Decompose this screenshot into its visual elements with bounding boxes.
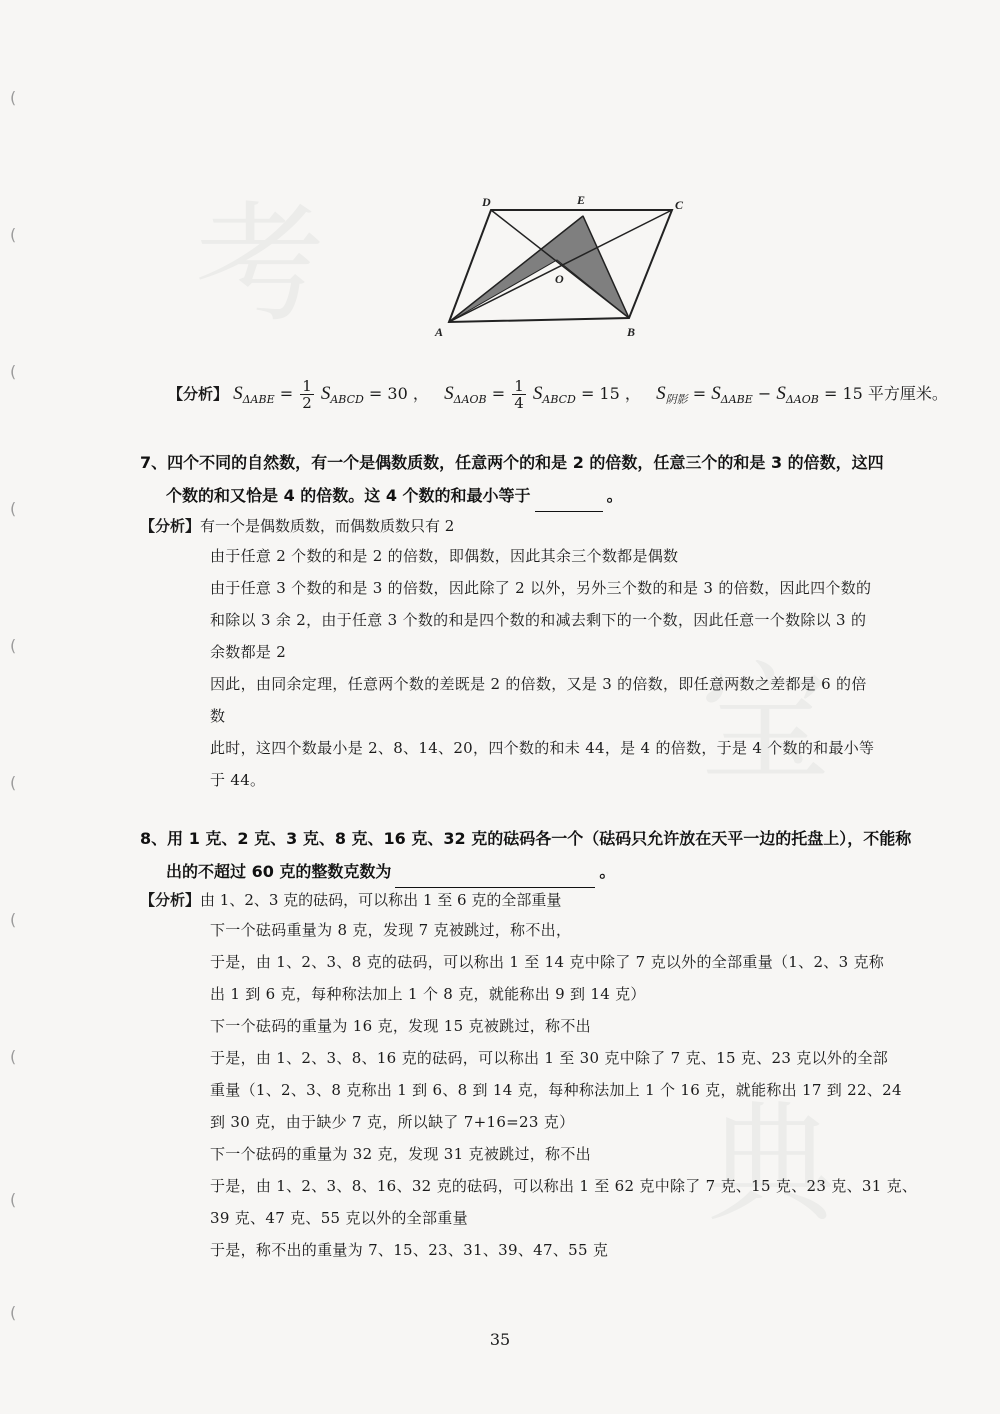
margin-mark: ( [10,773,17,792]
diagonal-db [491,210,629,318]
equation-result: = 30 ， [368,384,429,403]
label-b: B [627,325,636,339]
analysis-line: 数 [210,707,226,725]
fraction-half [300,378,314,411]
equals-sign: = [279,384,294,403]
analysis-line: 于是，称不出的重量为 7、15、23、31、39、47、55 克 [210,1241,609,1259]
analysis-line: 重量（1、2、3、8 克称出 1 到 6、8 到 14 克，每种称法加上 1 个 16 克，就能称出 17 到 22、24 [210,1081,902,1099]
parallelogram-figure [420,188,700,348]
q8-title-line-2: 出的不超过 60 克的整数克数为 [166,862,392,881]
analysis-line: 39 克、47 克、55 克以外的全部重量 [210,1209,468,1227]
equals-sign: = [491,384,506,403]
subscript: ΔABE [720,393,753,407]
q6-analysis [168,377,948,415]
area-symbol: S [656,383,666,404]
area-symbol: S [320,383,331,404]
analysis-line: 到 30 克，由于缺少 7 克，所以缺了 7+16=23 克） [210,1113,575,1131]
analysis-label: 【分析】 [140,517,201,535]
label-o: O [555,272,564,286]
q8-analysis-head [140,886,561,914]
watermark-char: 宝 [700,648,831,800]
area-symbol: S [776,383,786,404]
watermark-char: 典 [705,1088,836,1240]
equals-sign: = [692,384,707,403]
subscript: ABCD [330,393,364,407]
q7-analysis-body [210,540,930,796]
area-symbol: S [233,383,243,404]
q7-title-end: 。 [606,486,623,505]
margin-mark: ( [10,362,17,381]
margin-mark: ( [10,1047,17,1066]
analysis-line: 和除以 3 余 2，由于任意 3 个数的和是四个数的和减去剩下的一个数，因此任意一个数除以 3 的 [210,611,867,629]
q8-title-end: 。 [599,862,616,881]
analysis-line: 于是，由 1、2、3、8 克的砝码，可以称出 1 至 14 克中除了 7 克以外的全部重量（1、2、3 克称 [210,953,885,971]
minus-sign: − [757,384,772,403]
shaded-region [449,216,629,322]
analysis-line: 由于任意 2 个数的和是 2 的倍数，即偶数，因此其余三个数都是偶数 [210,547,679,565]
area-symbol: S [444,383,454,404]
q7-title-line-1: 7、四个不同的自然数，有一个是偶数质数，任意两个的和是 2 的倍数，任意三个的和是 3 的倍数，这四 [140,453,884,472]
fraction-quarter [512,378,526,411]
q7-title [140,446,930,512]
page-number: 35 [489,1330,511,1349]
watermark-char: 考 [195,188,326,340]
q8-title-line-1: 8、用 1 克、2 克、3 克、8 克、16 克、32 克的砝码各一个（砝码只允许放在天平一边的托盘上），不能称 [140,829,912,848]
analysis-label: 【分析】 [168,385,229,403]
label-a: A [435,325,444,339]
fraction-denominator: 2 [302,394,312,412]
margin-mark: ( [10,910,17,929]
analysis-line: 于是，由 1、2、3、8、16、32 克的砝码，可以称出 1 至 62 克中除了 7 克、15 克、23 克、31 克、 [210,1177,918,1195]
fraction-numerator: 1 [514,377,524,395]
analysis-line: 于是，由 1、2、3、8、16 克的砝码，可以称出 1 至 30 克中除了 7 克、15 克、23 克以外的全部 [210,1049,889,1067]
margin-mark: ( [10,499,17,518]
label-e: E [577,193,586,207]
analysis-line: 此时，这四个数最小是 2、8、14、20，四个数的和未 44，是 4 的倍数，于是 4 个数的和最小等 [210,739,875,757]
q7-title-line-2: 个数的和又恰是 4 的倍数。这 4 个数的和最小等于 [166,486,531,505]
fraction-denominator: 4 [514,394,524,412]
equation-result: = 15 平方厘米。 [823,384,948,403]
fraction-numerator: 1 [302,377,312,395]
margin-mark: ( [10,636,17,655]
area-symbol: S [711,383,721,404]
subscript: ΔABE [242,393,275,407]
margin-mark: ( [10,88,17,107]
analysis-line: 由于任意 3 个数的和是 3 的倍数，因此除了 2 以外，另外三个数的和是 3 的倍数，因此四个数的 [210,579,872,597]
answer-blank[interactable] [395,867,595,888]
subscript: 阴影 [665,393,688,407]
margin-mark: ( [10,1190,17,1209]
q7-analysis-head [140,512,454,540]
equation-result: = 15 ， [580,384,641,403]
analysis-line: 因此，由同余定理，任意两个数的差既是 2 的倍数，又是 3 的倍数，即任意两数之差都是 6 的倍 [210,675,867,693]
label-d: D [482,195,491,209]
analysis-line: 余数都是 2 [210,643,287,661]
margin-mark: ( [10,1303,17,1322]
analysis-line: 于 44。 [210,771,266,789]
area-symbol: S [532,383,543,404]
analysis-line: 下一个砝码的重量为 32 克，发现 31 克被跳过，称不出 [210,1145,591,1163]
analysis-label: 【分析】 [140,891,201,909]
q7-analysis-first-line: 有一个是偶数质数，而偶数质数只有 2 [200,517,455,535]
subscript: ABCD [542,393,576,407]
analysis-line: 出 1 到 6 克，每种称法加上 1 个 8 克，就能称出 9 到 14 克） [210,985,646,1003]
answer-blank[interactable] [535,491,603,512]
diagonal-ac [449,210,672,322]
subscript: ΔAOB [453,393,487,407]
q8-analysis-first-line: 由 1、2、3 克的砝码，可以称出 1 至 6 克的全部重量 [200,891,562,909]
label-c: C [675,198,684,212]
analysis-line: 下一个砝码的重量为 16 克，发现 15 克被跳过，称不出 [210,1017,591,1035]
q8-analysis-body [210,914,930,1266]
analysis-line: 下一个砝码重量为 8 克，发现 7 克被跳过，称不出， [210,921,572,939]
margin-mark: ( [10,225,17,244]
q8-title [140,822,930,888]
subscript: ΔAOB [785,393,819,407]
